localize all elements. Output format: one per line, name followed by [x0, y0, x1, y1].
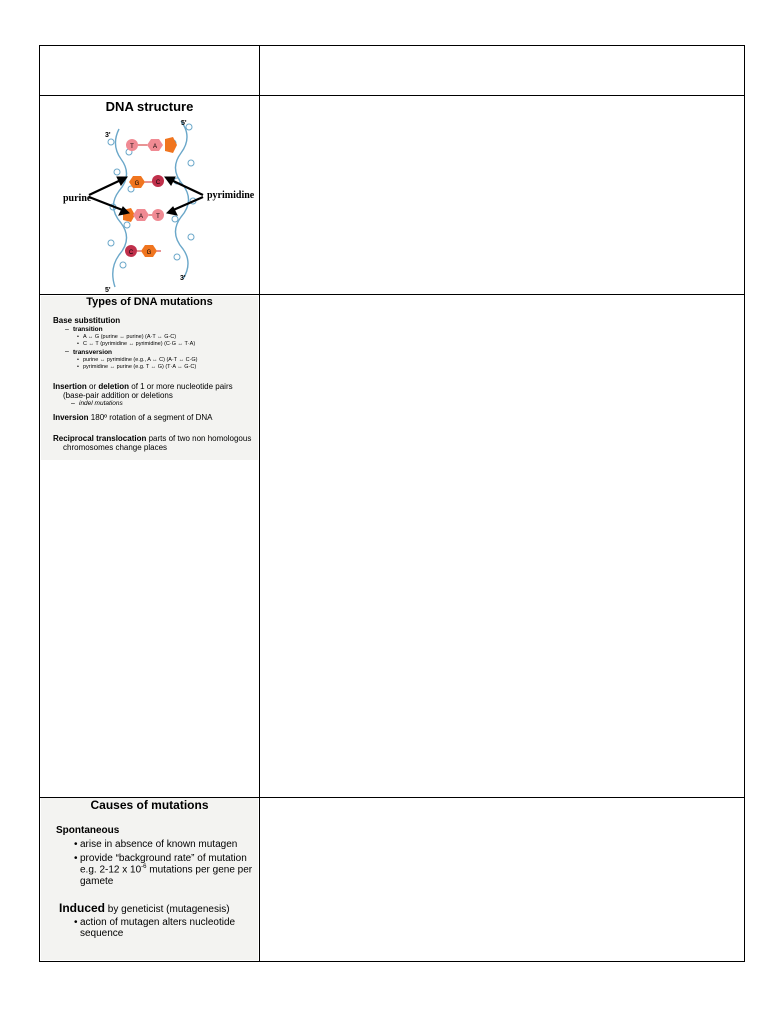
- dna-structure-title: DNA structure: [105, 99, 194, 114]
- transition-label: transition: [73, 326, 103, 333]
- induced-text: [59, 901, 230, 915]
- base-substitution-heading: Base substitution: [53, 316, 121, 325]
- row-divider: [39, 95, 745, 96]
- base-label: G: [146, 250, 152, 256]
- translocation-term: Reciprocal translocation: [53, 434, 147, 443]
- induced-bullet: • action of mutagen alters nucleotide: [80, 917, 235, 928]
- rate-prefix: e.g. 2-12 x 10: [80, 864, 142, 876]
- base-label: G: [134, 181, 140, 187]
- transition-dash: –: [65, 326, 69, 333]
- inversion-term: Inversion: [53, 413, 89, 422]
- base-label: A: [152, 144, 158, 150]
- mutation-types-slide: [41, 296, 258, 460]
- insertion-deletion-text: [53, 382, 233, 391]
- inversion-description: 180º rotation of a segment of DNA: [88, 413, 213, 422]
- base-label: T: [130, 144, 134, 150]
- induced-term: Induced: [59, 901, 106, 915]
- transition-example-2: • C ↔ T (pyrimidine ↔ pyrimidine) (C·G ↔ T·A): [83, 341, 195, 347]
- strand-end-label: 3': [180, 275, 186, 282]
- column-divider: [259, 45, 260, 962]
- strand-end-label: 5': [105, 287, 111, 293]
- deletion-term: deletion: [98, 382, 130, 391]
- spontaneous-bullet-1: • arise in absence of known mutagen: [80, 839, 237, 850]
- spontaneous-heading: Spontaneous: [56, 825, 120, 836]
- transversion-example-1: • purine ↔ pyrimidine (e.g., A ↔ C) (A·T ↔ C·G): [83, 357, 198, 363]
- spontaneous-bullet-2: • provide “background rate” of mutation: [80, 853, 247, 864]
- base-label: A: [138, 214, 144, 220]
- purine-label: purine: [63, 193, 92, 204]
- base-label: C: [128, 250, 134, 256]
- inversion-text: [53, 413, 212, 422]
- causes-slide: [41, 798, 258, 960]
- indel-label: indel mutations: [79, 400, 123, 407]
- pyrimidine-label: pyrimidine: [207, 190, 255, 201]
- transversion-label: transversion: [73, 349, 113, 356]
- insertion-description: of 1 or more nucleotide pairs: [129, 382, 233, 391]
- dna-structure-slide: [41, 97, 258, 293]
- rate-exponent: -6: [141, 864, 147, 870]
- induced-description: by geneticist (mutagenesis): [105, 904, 230, 915]
- transversion-dash: –: [65, 348, 69, 355]
- transversion-example-2: • pyrimidine ↔ purine (e.g. T ↔ G) (T·A ↔ G·C): [83, 364, 196, 370]
- insertion-line-2: (base-pair addition or deletions: [63, 391, 173, 400]
- rate-suffix: mutations per gene per: [146, 864, 253, 876]
- or-word: or: [86, 382, 99, 391]
- row-divider: [39, 294, 745, 295]
- translocation-text: [53, 434, 251, 443]
- indel-dash: –: [71, 400, 75, 407]
- base-label: C: [155, 180, 161, 186]
- insertion-term: Insertion: [53, 382, 87, 391]
- gamete-line: gamete: [80, 876, 114, 887]
- strand-end-label: 3': [105, 132, 111, 139]
- transition-example-1: • A ↔ G (purine ↔ purine) (A·T ↔ G·C): [83, 334, 176, 340]
- strand-end-label: 5': [181, 120, 187, 127]
- background-rate-line: [80, 864, 252, 875]
- dna-double-helix-diagram: [41, 97, 258, 293]
- translocation-line-2: chromosomes change places: [63, 443, 168, 452]
- base-label: T: [156, 214, 160, 220]
- translocation-description: parts of two non homologous: [146, 434, 252, 443]
- induced-bullet-line-2: sequence: [80, 928, 124, 939]
- mutation-types-title: Types of DNA mutations: [86, 296, 213, 308]
- causes-title: Causes of mutations: [90, 798, 209, 812]
